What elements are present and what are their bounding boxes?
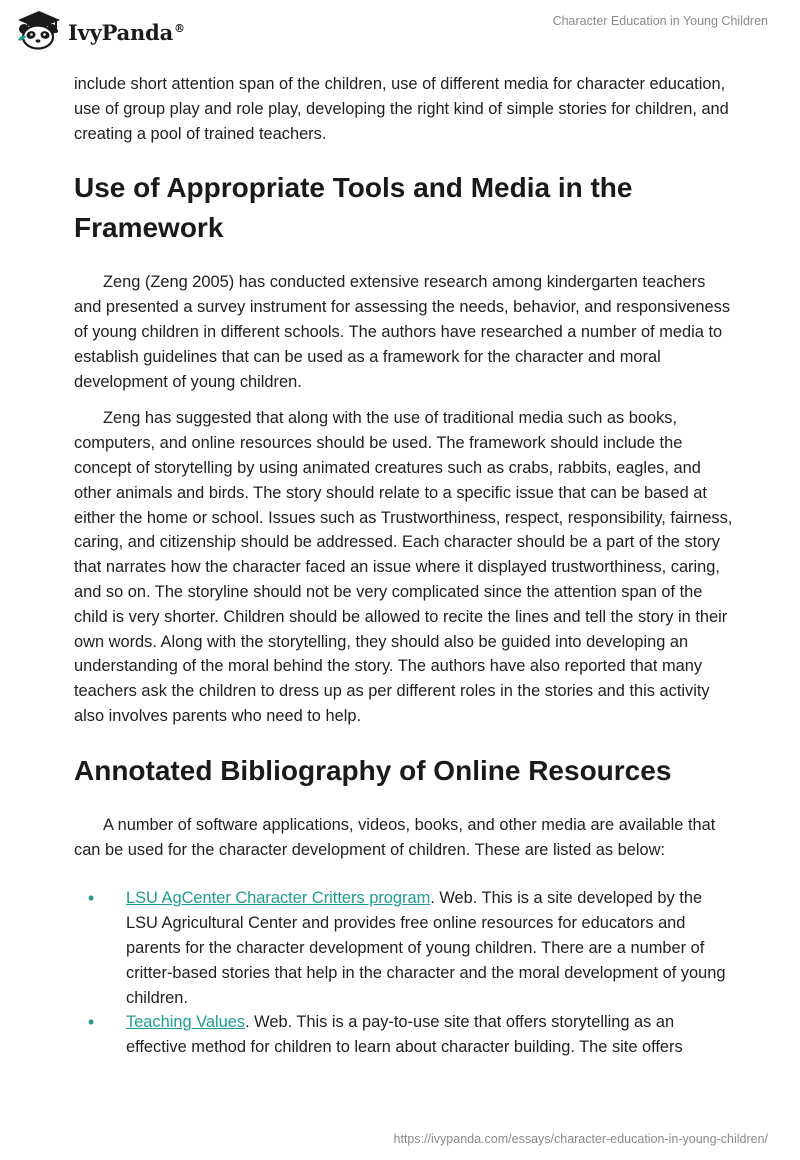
- bullet-icon: •: [88, 1012, 95, 1033]
- page-header: [0, 0, 800, 60]
- bibliography-item-lsu: [74, 886, 734, 1010]
- intro-paragraph-fragment: include short attention span of the children, use of different media for character education, use of group play and role play, developing the right kind of simple stories for children, and creating a pool of trained teachers.: [74, 75, 729, 143]
- panda-logo-icon: [14, 8, 62, 50]
- bibliography-item-text: . Web. This is a site developed by the LSU Agricultural Center and provides free online resources for educators and parents for the character development of young children. There are a number of critter-based stories that help in the character and the moral development of young children.: [126, 889, 726, 1007]
- logo-text: IvyPanda®: [68, 19, 185, 45]
- link-teaching-values[interactable]: Teaching Values: [126, 1013, 246, 1032]
- paragraph-zeng-research: Zeng (Zeng 2005) has conducted extensive research among kindergarten teachers and presented a survey instrument for assessing the needs, behavior, and responsiveness of young children in different schools. The authors have researched a number of media to establish guidelines that can be used as a framework for the character and moral development of young children.: [74, 273, 731, 391]
- link-lsu-agcenter[interactable]: LSU AgCenter Character Critters program: [126, 889, 431, 908]
- bullet-icon: •: [88, 888, 95, 909]
- bibliography-list: [74, 886, 734, 1060]
- paragraph-zeng-storytelling: Zeng has suggested that along with the use of traditional media such as books, computers, and online resources should be used. The framework should include the concept of storytelling by using animated creatures such as crabs, rabbits, eagles, and other animals and birds. The story should relate to a specific issue that can be based at either the home or school. Issues such as Trustworthiness, respect, responsibility, fairness, caring, and citizenship should be addressed. Each character should be a part of the story that narrates how the character faced an issue where it displayed trustworthiness, caring, and so on. The storyline should not be very complicated since the attention span of the child is very shorter. Children should be allowed to recite the lines and tell the story in their own words. Along with the storytelling, they should also be guided into developing an understanding of the moral behind the story. The authors have also reported that many teachers ask the children to dress up as per different roles in the stories and this activity also involves parents who need to help.: [74, 409, 733, 725]
- bibliography-item-teaching-values: [74, 1010, 734, 1060]
- section-heading-bibliography: Annotated Bibliography of Online Resources: [74, 754, 672, 786]
- essay-content: [74, 72, 734, 1060]
- footer-source-url: https://ivypanda.com/essays/character-education-in-young-children/: [393, 1132, 768, 1146]
- paragraph-bibliography-intro: A number of software applications, videos, books, and other media are available that can be used for the character development of children. These are listed as below:: [74, 815, 716, 859]
- ivypanda-logo[interactable]: [14, 8, 185, 50]
- bibliography-item-text: . Web. This is a pay-to-use site that offers storytelling as an effective method for children to learn about character building. The site offers: [126, 1013, 683, 1057]
- section-heading-tools-media: Use of Appropriate Tools and Media in the Framework: [74, 172, 633, 244]
- document-title: Character Education in Young Children: [552, 14, 768, 28]
